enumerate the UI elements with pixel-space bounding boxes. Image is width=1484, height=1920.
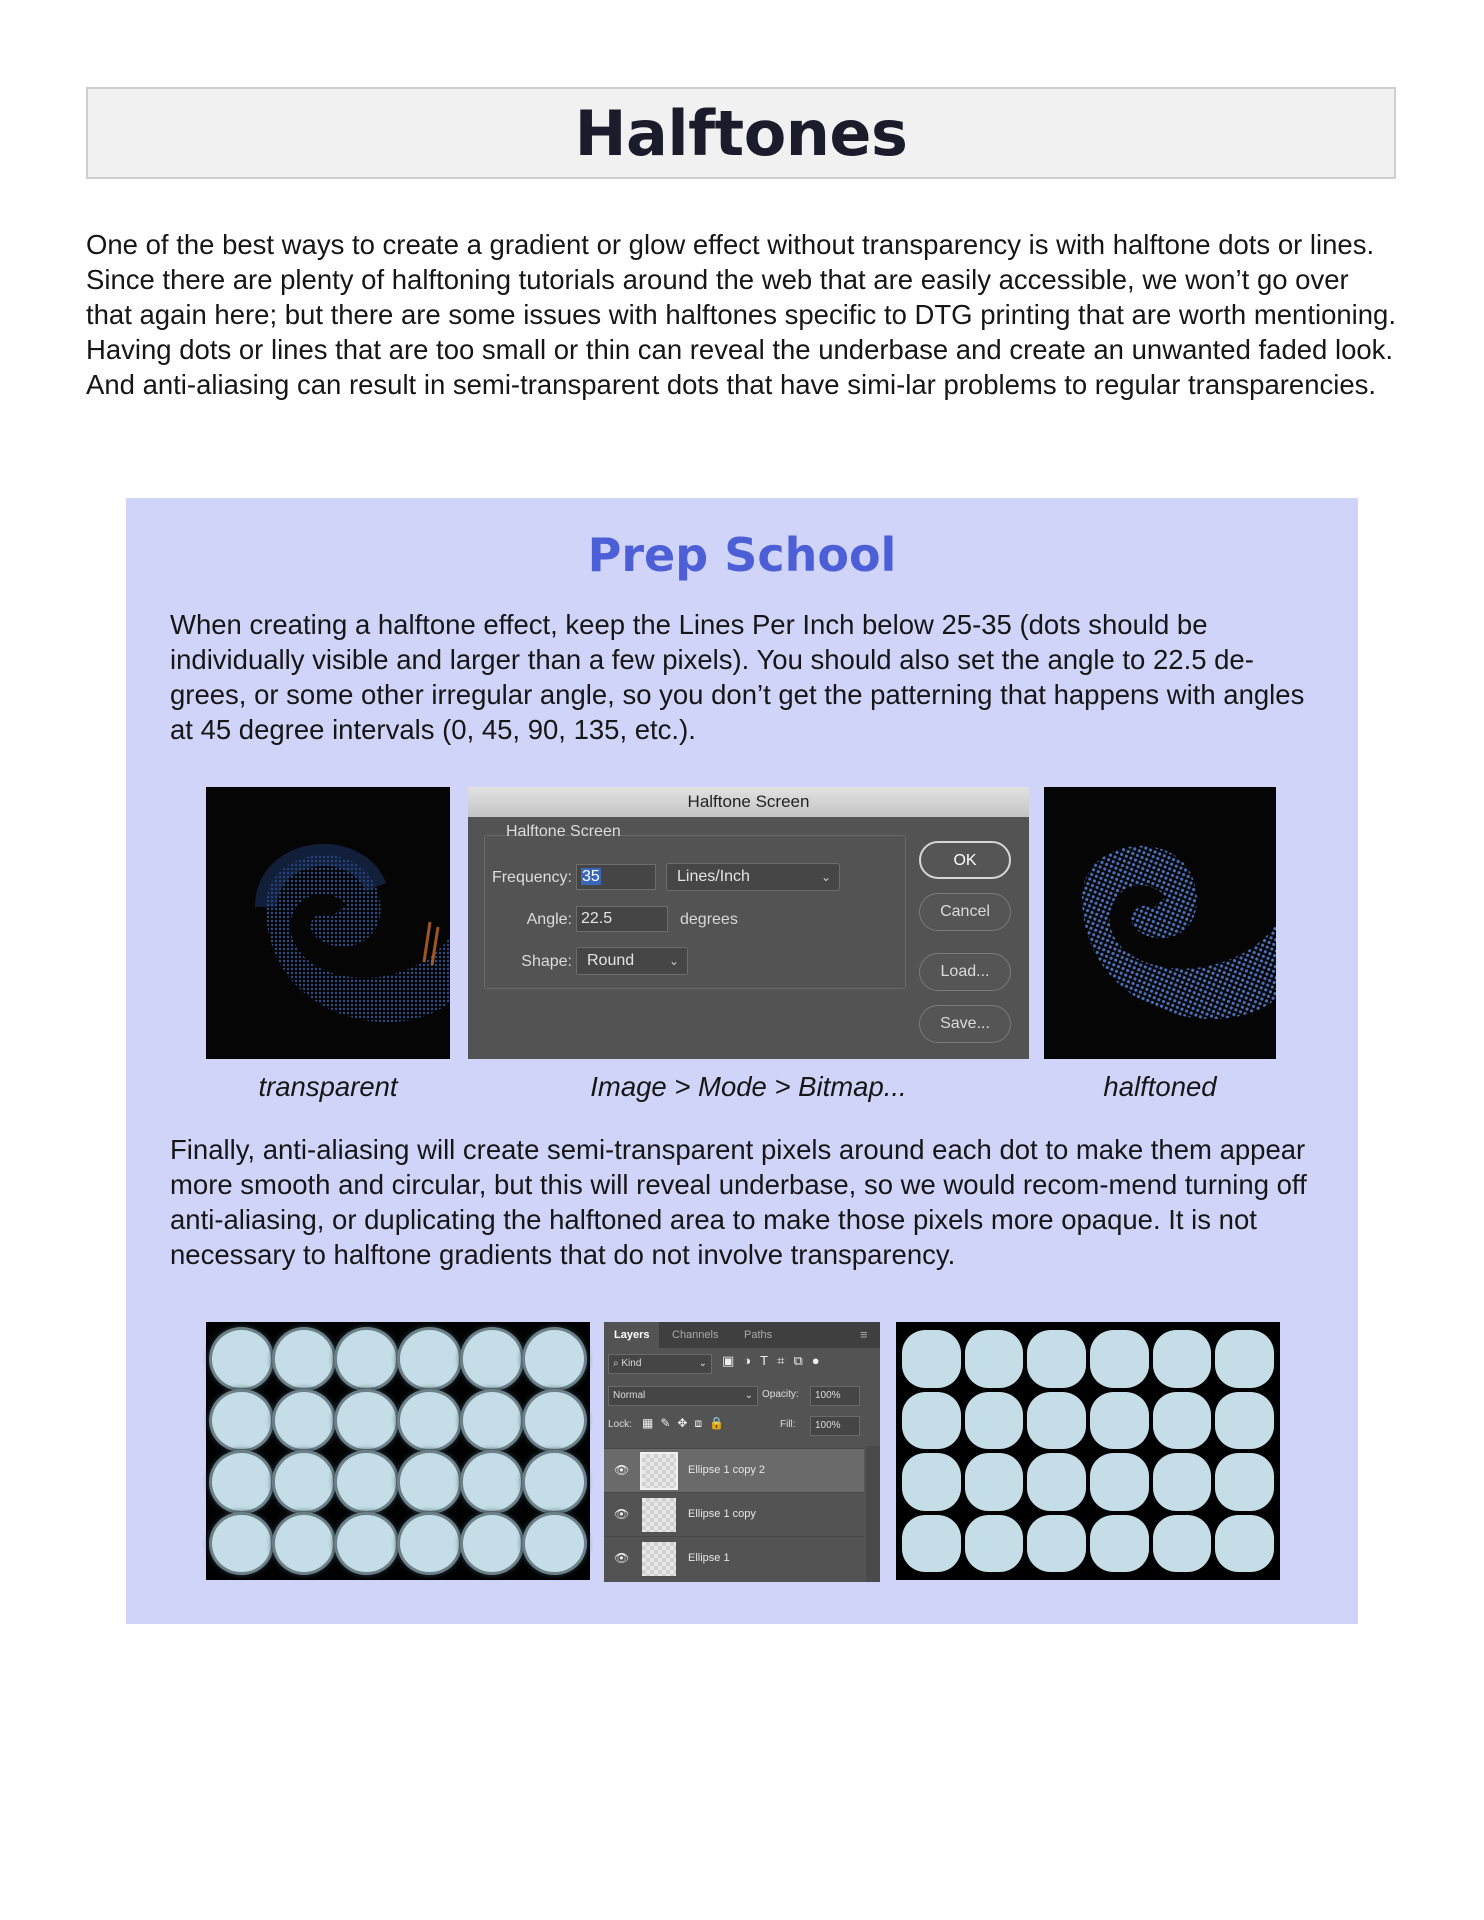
transparent-swirl-image [206,787,450,1059]
page-title: Halftones [574,96,908,170]
title-banner [86,87,1396,179]
layer-name: Ellipse 1 copy [688,1508,756,1520]
kind-value: Kind [621,1358,642,1369]
swirl-illustration-transparent [206,787,450,1059]
dot [463,1515,522,1573]
dot [1153,1453,1212,1511]
lock-label: Lock: [608,1419,632,1430]
frequency-unit-value: Lines/Inch [677,868,750,885]
eye-icon[interactable]: 👁 [614,1507,630,1521]
halftoned-swirl-image [1044,787,1276,1059]
layer-row[interactable] [604,1492,864,1537]
caption-transparent: transparent [258,1071,398,1102]
shape-label: Shape: [521,953,572,970]
chevron-down-icon: ⌄ [820,870,831,884]
blend-mode-value: Normal [613,1390,646,1401]
prep-school-title: Prep School [587,528,897,582]
dot [1215,1392,1274,1450]
dot [400,1515,459,1573]
swirl-illustration-halftoned [1044,787,1276,1059]
angle-unit-label: degrees [680,911,738,928]
chevron-down-icon: ⌄ [698,1358,707,1369]
smart-object-filter-icon[interactable]: ⧉ [793,1353,812,1368]
dot [212,1453,271,1511]
shape-select[interactable] [576,947,688,975]
dot [1215,1515,1274,1573]
filter-icons[interactable] [722,1353,829,1369]
frequency-unit-select[interactable] [666,863,840,891]
opacity-label: Opacity: [762,1389,799,1400]
dot [337,1392,396,1450]
dot [525,1330,584,1388]
dot [463,1330,522,1388]
dot [212,1392,271,1450]
dot [525,1392,584,1450]
dot [1153,1330,1212,1388]
dot [902,1515,961,1573]
tab-layers[interactable]: Layers [604,1322,659,1348]
blend-mode-select[interactable] [608,1386,758,1406]
frequency-label: Frequency: [491,869,572,886]
angle-label: Angle: [526,911,572,928]
dot [965,1392,1024,1450]
shape-value: Round [587,952,635,969]
layer-thumbnail [642,1498,676,1532]
caption-halftoned: halftoned [1103,1071,1217,1102]
lock-transparent-pixels-icon[interactable]: ▦ [642,1416,661,1430]
frequency-value: 35 [582,868,600,885]
prep-school-box [126,498,1358,1624]
search-icon: ⌕ [613,1358,619,1369]
dot [463,1453,522,1511]
angle-input[interactable]: 22.5 [576,906,668,932]
chevron-down-icon: ⌄ [744,1390,753,1401]
adjustment-filter-icon[interactable]: ◑ [743,1353,761,1368]
filter-kind-select[interactable] [608,1354,712,1374]
ok-button[interactable]: OK [919,841,1011,879]
intro-paragraph: One of the best ways to create a gradient or glow effect without transparency is with halftone dots or lines. Since there are plenty of halftoning tutorials around the web that are easily accessible, we won’t go over that again here; but there are some issues with halftones specific to DTG printing that are worth mentioning. Having dots or lines that are too small or thin can reveal the underbase and create an unwanted faded look. And anti-aliasing can result in semi-transparent dots that have simi-lar problems to regular transparencies. [86,229,1396,400]
dot [965,1453,1024,1511]
prep-paragraph-1: When creating a halftone effect, keep the Lines Per Inch below 25-35 (dots should be individually visible and larger than a few pixels). You should also set the angle to 22.5 de-grees, or some other irregular angle, so you don’t get the patterning that happens with angles at 45 degree intervals (0, 45, 90, 135, etc.). [170,609,1305,745]
dot [965,1515,1024,1573]
layer-row[interactable] [604,1448,864,1493]
dot [1027,1392,1086,1450]
lock-image-pixels-icon[interactable]: ✎ [660,1416,678,1430]
dot [1027,1515,1086,1573]
tab-paths[interactable]: Paths [744,1329,773,1341]
lock-position-icon[interactable]: ✥ [677,1416,695,1430]
dot [463,1392,522,1450]
anti-aliased-dots-image [206,1322,590,1580]
dialog-titlebar: Halftone Screen [468,787,1029,817]
load-button[interactable]: Load... [919,953,1011,991]
dot [902,1330,961,1388]
layer-thumbnail [642,1454,676,1488]
layer-name: Ellipse 1 [688,1552,730,1564]
dot [525,1515,584,1573]
opacity-input[interactable]: 100% [810,1386,860,1406]
layer-row[interactable] [604,1536,864,1581]
chevron-down-icon: ⌄ [668,954,679,968]
filter-toggle-icon[interactable]: ● [811,1353,829,1368]
layers-panel-tabs [604,1322,880,1348]
dot [400,1330,459,1388]
fill-label: Fill: [780,1419,796,1430]
lock-icons[interactable] [642,1416,731,1431]
tab-channels[interactable]: Channels [672,1329,719,1341]
caption-menu-path: Image > Mode > Bitmap... [590,1071,907,1102]
dot [275,1392,334,1450]
layer-name: Ellipse 1 copy 2 [688,1464,766,1476]
dot [212,1330,271,1388]
hard-edged-dots-image [896,1322,1280,1580]
dot [1153,1515,1212,1573]
dot [275,1330,334,1388]
dot [1090,1453,1149,1511]
type-filter-icon[interactable]: T [760,1353,778,1368]
dot [337,1515,396,1573]
dot [1215,1453,1274,1511]
dot [212,1515,271,1573]
dot [275,1453,334,1511]
dot [337,1453,396,1511]
eye-icon[interactable]: 👁 [614,1463,630,1477]
dot [1090,1515,1149,1573]
dot [902,1453,961,1511]
fill-input[interactable]: 100% [810,1416,860,1436]
cancel-button[interactable]: Cancel [919,893,1011,931]
dot [1215,1330,1274,1388]
dot [275,1515,334,1573]
dot [1027,1330,1086,1388]
dot [965,1330,1024,1388]
shape-filter-icon[interactable]: ⌗ [777,1353,794,1368]
frequency-input[interactable] [576,864,656,890]
eye-icon[interactable]: 👁 [614,1551,630,1565]
dot [1027,1453,1086,1511]
dot [1153,1392,1212,1450]
dot [902,1392,961,1450]
dialog-group-label: Halftone Screen [506,823,621,840]
layers-scrollbar[interactable] [866,1446,880,1582]
halftone-screen-dialog [468,787,1029,1059]
lock-all-icon[interactable]: 🔒 [709,1416,732,1430]
image-filter-icon[interactable]: ▣ [722,1353,744,1368]
dot [1090,1330,1149,1388]
layer-thumbnail [642,1542,676,1576]
save-button[interactable]: Save... [919,1005,1011,1043]
prep-paragraph-2: Finally, anti-aliasing will create semi-transparent pixels around each dot to make them appear more smooth and circular, but this will reveal underbase, so we would recom-mend turning off anti-aliasing, or duplicating the halftoned area to make those pixels more opaque. It is not necessary to halftone gradients that do not involve transparency. [170,1134,1307,1270]
lock-artboard-icon[interactable]: ⧈ [694,1416,710,1430]
dot [337,1330,396,1388]
dot [525,1453,584,1511]
panel-menu-icon[interactable]: ≡ [860,1327,868,1342]
dot [400,1453,459,1511]
layers-panel [604,1322,880,1582]
dot [1090,1392,1149,1450]
dot [400,1392,459,1450]
